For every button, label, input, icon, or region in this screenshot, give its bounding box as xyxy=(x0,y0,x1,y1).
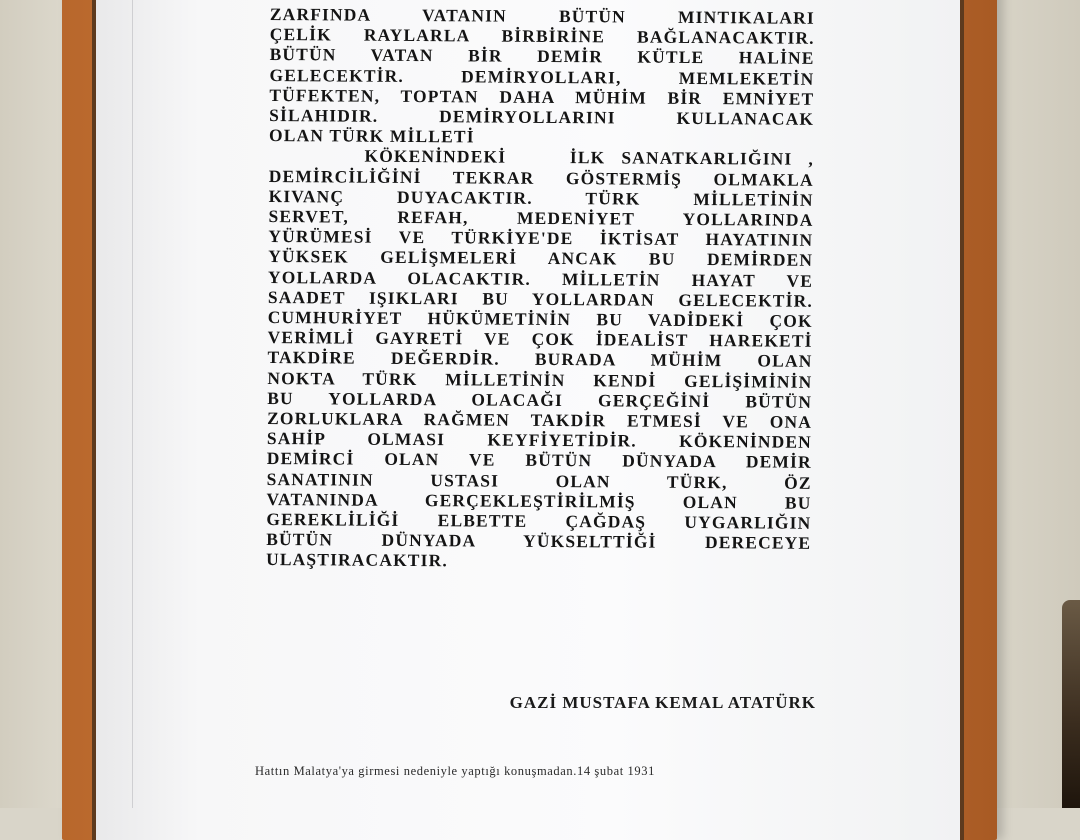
quote-text xyxy=(266,4,815,573)
quote-line: TAKDİRE DEĞERDİR. BURADA MÜHİM OLAN xyxy=(267,347,813,372)
quote-line: VERİMLİ GAYRETİ VE ÇOK İDEALİST HAREKETİ xyxy=(267,327,813,352)
quote-line: KIVANÇ DUYACAKTIR. TÜRK MİLLETİNİN xyxy=(268,185,814,210)
quote-line: ZARFINDA VATANIN BÜTÜN MINTIKALARI xyxy=(269,4,815,28)
quote-line: SİLAHIDIR. DEMİRYOLLARINI KULLANACAK xyxy=(269,105,815,129)
quote-line: DEMİRCİ OLAN VE BÜTÜN DÜNYADA DEMİR xyxy=(266,448,812,473)
quote-line: NOKTA TÜRK MİLLETİNİN KENDİ GELİŞİMİNİN xyxy=(267,367,813,392)
quote-line: ZORLUKLARA RAĞMEN TAKDİR ETMESİ VE ONA xyxy=(267,408,813,432)
quote-line: OLAN TÜRK MİLLETİ xyxy=(269,125,475,147)
quote-line: SERVET, REFAH, MEDENİYET YOLLARINDA xyxy=(268,206,814,230)
quote-line: BÜTÜN DÜNYADA YÜKSELTTİĞİ DERECEYE xyxy=(266,529,812,554)
quote-line: YÜRÜMESİ VE TÜRKİYE'DE İKTİSAT HAYATININ xyxy=(268,226,814,251)
quote-line: GELECEKTİR. DEMİRYOLLARI, MEMLEKETİN xyxy=(269,64,815,89)
quote-line: SANATININ USTASI OLAN TÜRK, ÖZ xyxy=(266,468,812,493)
quote-line: DEMİRCİLİĞİNİ TEKRAR GÖSTERMİŞ OLMAKLA xyxy=(268,165,814,190)
signature: GAZİ MUSTAFA KEMAL ATATÜRK xyxy=(509,693,816,712)
quote-line: BÜTÜN VATAN BİR DEMİR KÜTLE HALİNE xyxy=(269,44,815,69)
dark-object-edge xyxy=(1062,600,1080,808)
quote-line: ULAŞTIRACAKTIR. xyxy=(266,549,448,571)
quote-line: CUMHURİYET HÜKÜMETİNİN BU VADİDEKİ ÇOK xyxy=(267,307,813,331)
source-footnote: Hattın Malatya'ya girmesi nedeniyle yaptığı konuşmadan.14 şubat 1931 xyxy=(255,764,655,778)
quote-line: KÖKENİNDEKİ İLK SANATKARLIĞINI , xyxy=(268,145,814,170)
quote-line: YÜKSEK GELİŞMELERİ ANCAK BU DEMİRDEN xyxy=(268,246,814,271)
quote-line: SAADET IŞIKLARI BU YOLLARDAN GELECEKTİR. xyxy=(267,286,814,311)
quote-line: GEREKLİLİĞİ ELBETTE ÇAĞDAŞ UYGARLIĞIN xyxy=(266,509,812,533)
quote-line: YOLLARDA OLACAKTIR. MİLLETİN HAYAT VE xyxy=(268,266,814,291)
quote-line: SAHİP OLMASI KEYFİYETİDİR. KÖKENİNDEN xyxy=(266,428,813,453)
quote-line: ÇELİK RAYLARLA BİRBİRİNE BAĞLANACAKTIR. xyxy=(269,24,815,49)
quote-line: VATANINDA GERÇEKLEŞTİRİLMİŞ OLAN BU xyxy=(266,488,812,513)
quote-line: TÜFEKTEN, TOPTAN DAHA MÜHİM BİR EMNİYET xyxy=(269,84,815,109)
quote-line: BU YOLLARDA OLACAĞI GERÇEĞİNİ BÜTÜN xyxy=(267,387,813,412)
